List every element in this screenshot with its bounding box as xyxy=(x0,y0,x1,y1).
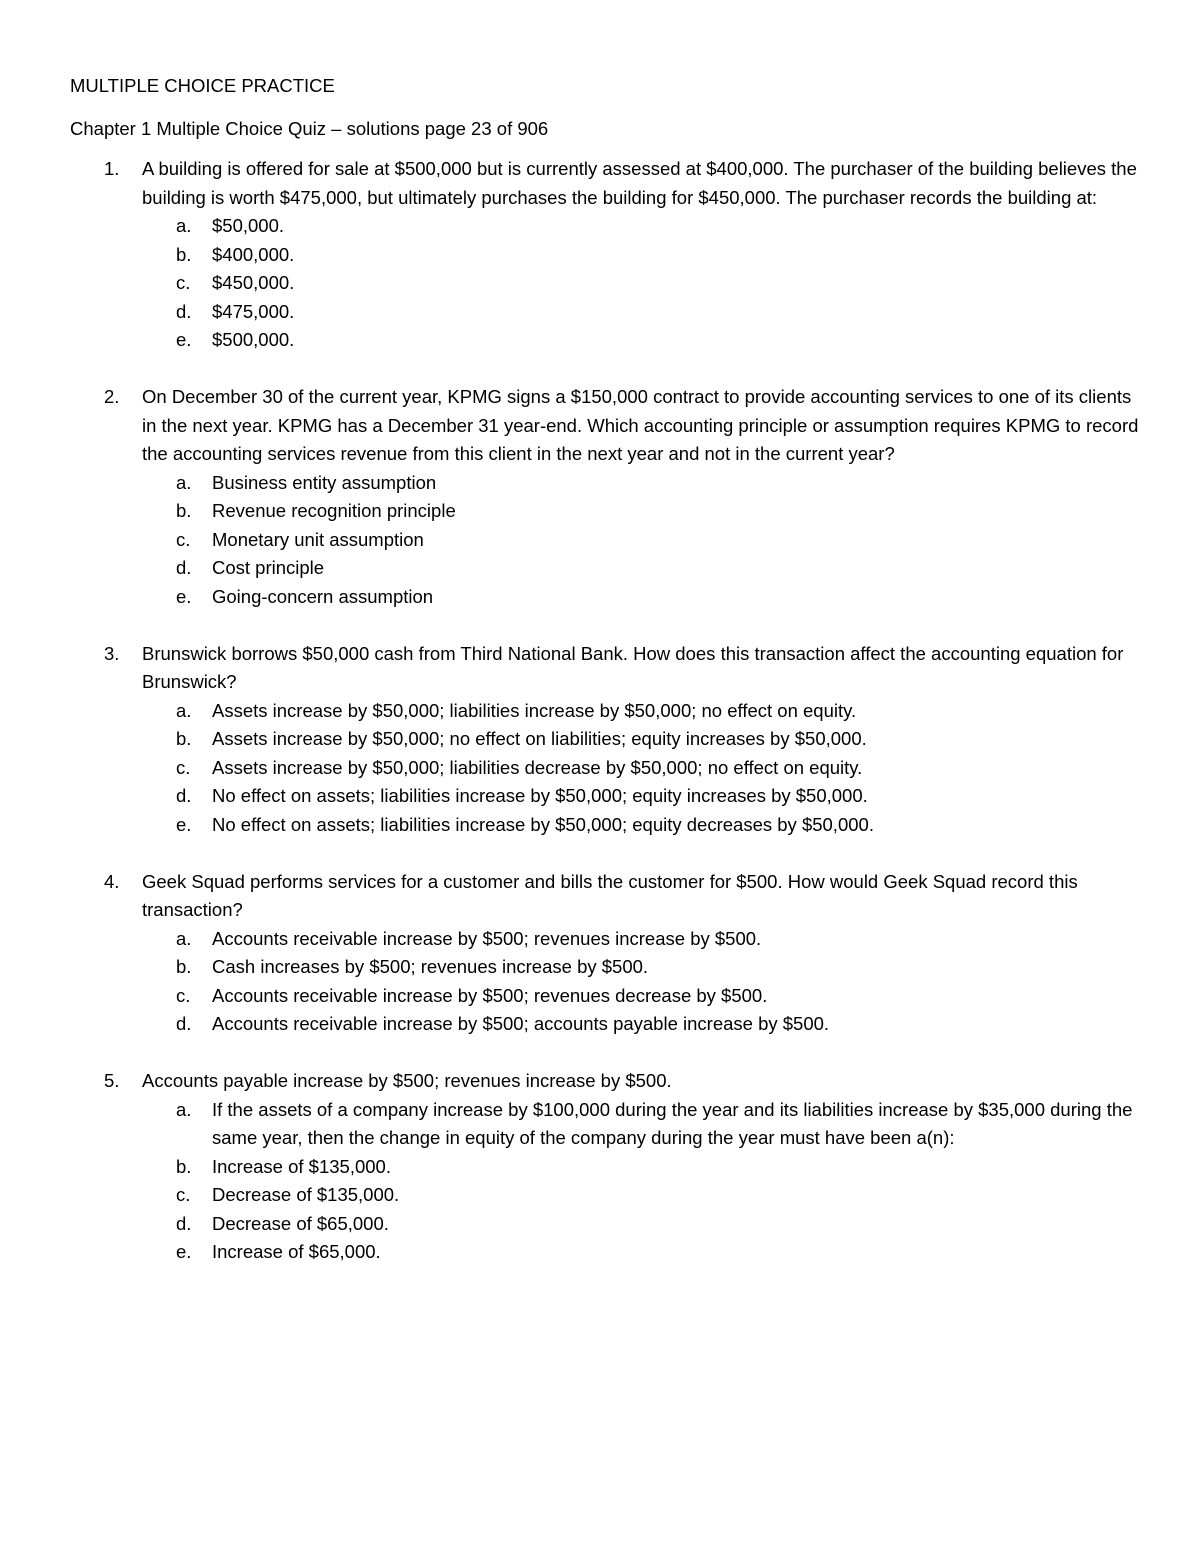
option-list xyxy=(142,925,1140,1039)
question-number: 2. xyxy=(104,386,120,407)
option-letter: a. xyxy=(176,927,192,949)
option-letter: e. xyxy=(176,329,192,350)
option-text: Assets increase by $50,000; no effect on liabilities; equity increases by $50,000. xyxy=(212,728,867,749)
option-text: Cash increases by $500; revenues increase by $500. xyxy=(212,956,649,977)
option-text: No effect on assets; liabilities increase by $50,000; equity increases by $50,000. xyxy=(212,785,868,806)
option-letter: d. xyxy=(176,300,192,322)
document-subtitle: Chapter 1 Multiple Choice Quiz – solutions page 23 of 906 xyxy=(70,117,549,139)
option-item xyxy=(142,241,1140,270)
question-text: Brunswick borrows $50,000 cash from Third National Bank. How does this transaction affect the accounting equation for Brunswick? xyxy=(142,642,1124,692)
question-text: On December 30 of the current year, KPMG signs a $150,000 contract to provide accounting services to one of its clients in the next year. KPMG has a December 31 year-end. Which accounting principle or assumption requires KPMG to record the accounting services revenue from this client in the next year and not in the current year? xyxy=(142,386,1139,464)
option-letter: e. xyxy=(176,1241,192,1262)
document-page xyxy=(70,72,1140,1295)
option-letter: a. xyxy=(176,1098,192,1120)
question-5 xyxy=(70,1067,1140,1267)
question-1 xyxy=(70,155,1140,355)
option-letter: d. xyxy=(176,557,192,578)
option-letter: d. xyxy=(176,785,192,806)
option-item xyxy=(142,1210,1140,1239)
question-number: 1. xyxy=(104,158,120,179)
option-item xyxy=(142,1153,1140,1182)
option-letter: c. xyxy=(176,528,191,550)
option-letter: a. xyxy=(176,471,192,493)
option-item xyxy=(142,754,1140,783)
question-4 xyxy=(70,868,1140,1039)
option-text: If the assets of a company increase by $100,000 during the year and its liabilities increase by $35,000 during the same year, then the change in equity of the company during the year must have been a(n): xyxy=(212,1098,1133,1148)
option-letter: b. xyxy=(176,728,192,749)
option-item xyxy=(142,469,1140,498)
option-item xyxy=(142,212,1140,241)
option-letter: b. xyxy=(176,956,192,977)
option-item xyxy=(142,1010,1140,1039)
option-letter: a. xyxy=(176,215,192,236)
option-text: Accounts receivable increase by $500; accounts payable increase by $500. xyxy=(212,1013,830,1034)
option-text: Accounts receivable increase by $500; revenues decrease by $500. xyxy=(212,984,768,1006)
option-text: Assets increase by $50,000; liabilities decrease by $50,000; no effect on equity. xyxy=(212,756,863,778)
question-2 xyxy=(70,383,1140,611)
option-item xyxy=(142,298,1140,327)
option-item xyxy=(142,782,1140,811)
option-item xyxy=(142,982,1140,1011)
option-letter: d. xyxy=(176,1013,192,1034)
option-item xyxy=(142,953,1140,982)
option-letter: b. xyxy=(176,500,192,521)
option-item xyxy=(142,526,1140,555)
option-text: Revenue recognition principle xyxy=(212,500,456,521)
option-letter: c. xyxy=(176,272,191,293)
document-title: MULTIPLE CHOICE PRACTICE xyxy=(70,75,335,96)
option-letter: d. xyxy=(176,1212,192,1234)
option-letter: c. xyxy=(176,1184,191,1205)
option-text: Assets increase by $50,000; liabilities increase by $50,000; no effect on equity. xyxy=(212,699,857,721)
option-text: Business entity assumption xyxy=(212,471,437,493)
option-text: $50,000. xyxy=(212,215,285,236)
option-text: $400,000. xyxy=(212,243,295,265)
option-text: Decrease of $135,000. xyxy=(212,1184,400,1205)
option-text: Monetary unit assumption xyxy=(212,528,424,550)
question-number: 3. xyxy=(104,642,120,664)
option-item xyxy=(142,1181,1140,1210)
option-item xyxy=(142,269,1140,298)
option-item xyxy=(142,697,1140,726)
option-item xyxy=(142,1238,1140,1267)
option-letter: a. xyxy=(176,699,192,721)
option-letter: b. xyxy=(176,1155,192,1177)
option-list xyxy=(142,469,1140,612)
option-letter: c. xyxy=(176,984,191,1006)
option-letter: c. xyxy=(176,756,191,778)
option-item xyxy=(142,1096,1140,1153)
question-list xyxy=(70,155,1140,1267)
option-text: $500,000. xyxy=(212,329,295,350)
option-text: $475,000. xyxy=(212,300,295,322)
option-item xyxy=(142,326,1140,355)
option-text: Accounts receivable increase by $500; revenues increase by $500. xyxy=(212,927,762,949)
option-list xyxy=(142,1096,1140,1267)
option-text: Decrease of $65,000. xyxy=(212,1212,389,1234)
question-text: Accounts payable increase by $500; revenues increase by $500. xyxy=(142,1070,672,1091)
option-text: Cost principle xyxy=(212,557,325,578)
question-text: Geek Squad performs services for a customer and bills the customer for $500. How would Geek Squad record this transaction? xyxy=(142,870,1078,920)
option-item xyxy=(142,583,1140,612)
question-number: 5. xyxy=(104,1070,120,1091)
question-3 xyxy=(70,640,1140,840)
option-text: Increase of $135,000. xyxy=(212,1155,391,1177)
option-text: Increase of $65,000. xyxy=(212,1241,381,1262)
option-text: No effect on assets; liabilities increase by $50,000; equity decreases by $50,000. xyxy=(212,813,874,835)
question-number: 4. xyxy=(104,870,120,892)
option-list xyxy=(142,697,1140,840)
option-letter: e. xyxy=(176,585,192,607)
option-item xyxy=(142,725,1140,754)
option-item xyxy=(142,497,1140,526)
option-letter: e. xyxy=(176,813,192,835)
option-list xyxy=(142,212,1140,355)
option-text: $450,000. xyxy=(212,272,295,293)
option-item xyxy=(142,925,1140,954)
option-item xyxy=(142,811,1140,840)
question-text: A building is offered for sale at $500,000 but is currently assessed at $400,000. The purchaser of the building believes the building is worth $475,000, but ultimately purchases the building for $450,000. The purchaser records the building at: xyxy=(142,158,1137,208)
option-letter: b. xyxy=(176,243,192,265)
option-item xyxy=(142,554,1140,583)
option-text: Going-concern assumption xyxy=(212,585,434,607)
